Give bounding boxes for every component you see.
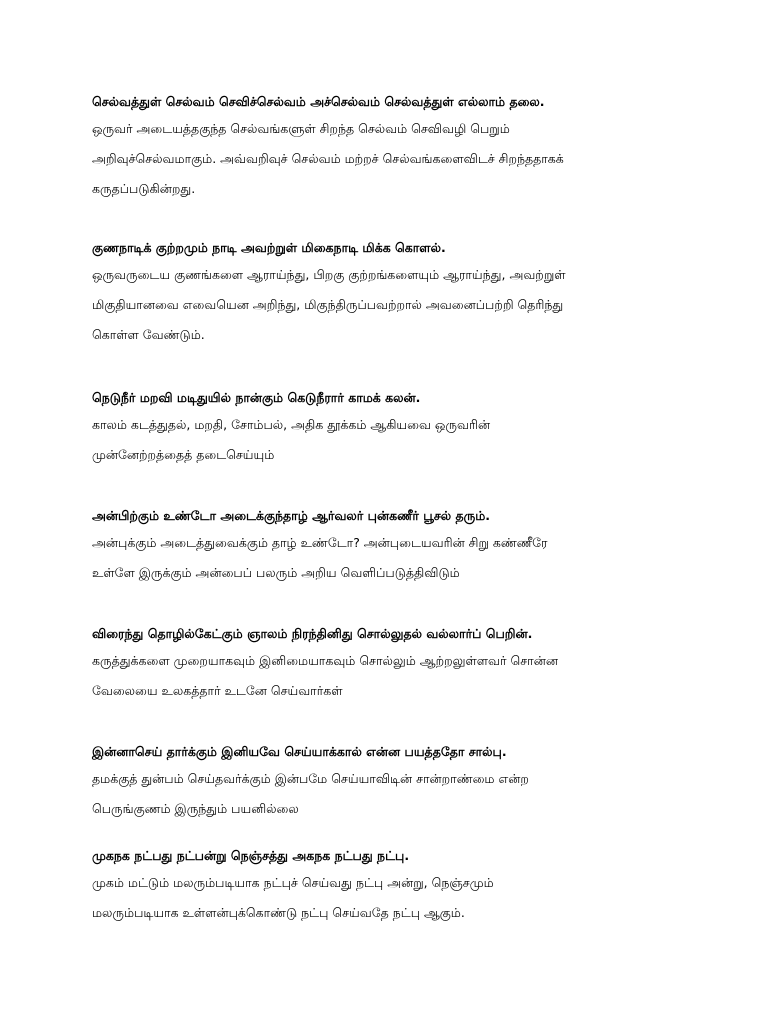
- verse-explanation-line: தமக்குத் துன்பம் செய்தவர்க்கும் இன்பமே செய்யாவிடின் சான்றாண்மை என்ற: [92, 771, 529, 786]
- verse-explanation-line: மிகுதியானவை எவையென அறிந்து, மிகுந்திருப்பவற்றால் அவனைப்பற்றி தெரிந்து: [92, 297, 564, 312]
- verse-explanation-line: கருதப்படுகின்றது.: [92, 181, 196, 196]
- verse-title: செல்வத்துள் செல்வம் செவிச்செல்வம் அச்செல்வம் செல்வத்துள் எல்லாம் தலை.: [92, 94, 545, 109]
- verse-explanation-line: காலம் கடத்துதல், மறதி, சோம்பல், அதிக தூக்கம் ஆகியவை ஒருவரின்: [92, 417, 491, 432]
- verse-explanation-line: முகம் மட்டும் மலரும்படியாக நட்புச் செய்வது நட்பு அன்று, நெஞ்சமும்: [92, 875, 494, 890]
- verse-explanation-line: அன்புக்கும் அடைத்துவைக்கும் தாழ் உண்டோ? அன்புடையவரின் சிறு கண்ணீரே: [92, 535, 548, 550]
- verse-block: [92, 844, 692, 928]
- verse-block: [92, 90, 692, 204]
- verse-explanation-line: மலரும்படியாக உள்ளன்புக்கொண்டு நட்பு செய்வதே நட்பு ஆகும்.: [92, 905, 465, 920]
- verse-title: இன்னாசெய் தார்க்கும் இனியவே செய்யாக்கால் என்ன பயத்ததோ சால்பு.: [92, 744, 507, 759]
- verse-title: முகநக நட்பது நட்பன்று நெஞ்சத்து அகநக நட்பது நட்பு.: [92, 848, 410, 863]
- verse-block: [92, 740, 692, 824]
- verse-explanation-line: உள்ளே இருக்கும் அன்பைப் பலரும் அறிய வெளிப்படுத்திவிடும்: [92, 565, 460, 580]
- verse-title: அன்பிற்கும் உண்டோ அடைக்குந்தாழ் ஆர்வலர் புன்கணீர் பூசல் தரும்.: [92, 508, 491, 523]
- verse-title: விரைந்து தொழில்கேட்கும் ஞாலம் நிரந்தினிது சொல்லுதல் வல்லார்ப் பெறின்.: [92, 626, 533, 641]
- verse-explanation-line: ஒருவர் அடையத்தகுந்த செல்வங்களுள் சிறந்த செல்வம் செவிவழி பெறும்: [92, 121, 510, 136]
- verse-title: குணநாடிக் குற்றமும் நாடி அவற்றுள் மிகைநாடி மிக்க கொளல்.: [92, 240, 446, 255]
- verse-block: [92, 236, 692, 350]
- verse-block: [92, 622, 692, 706]
- verse-explanation-line: வேலையை உலகத்தார் உடனே செய்வார்கள்: [92, 683, 343, 698]
- verse-block: [92, 504, 692, 588]
- verse-explanation-line: அறிவுச்செல்வமாகும். அவ்வறிவுச் செல்வம் மற்றச் செல்வங்களைவிடச் சிறந்ததாகக்: [92, 151, 564, 166]
- verse-title: நெடுநீர் மறவி மடிதுயில் நான்கும் கெடுநீரார் காமக் கலன்.: [92, 390, 421, 405]
- verse-explanation-line: முன்னேற்றத்தைத் தடைசெய்யும்: [92, 447, 275, 462]
- verse-explanation-line: கொள்ள வேண்டும்.: [92, 327, 205, 342]
- verse-block: [92, 386, 692, 470]
- verse-explanation-line: கருத்துக்களை முறையாகவும் இனிமையாகவும் சொல்லும் ஆற்றலுள்ளவர் சொன்ன: [92, 653, 558, 668]
- verse-explanation-line: ஒருவருடைய குணங்களை ஆராய்ந்து, பிறகு குற்றங்களையும் ஆராய்ந்து, அவற்றுள்: [92, 267, 566, 282]
- verse-explanation-line: பெருங்குணம் இருந்தும் பயனில்லை: [92, 801, 299, 816]
